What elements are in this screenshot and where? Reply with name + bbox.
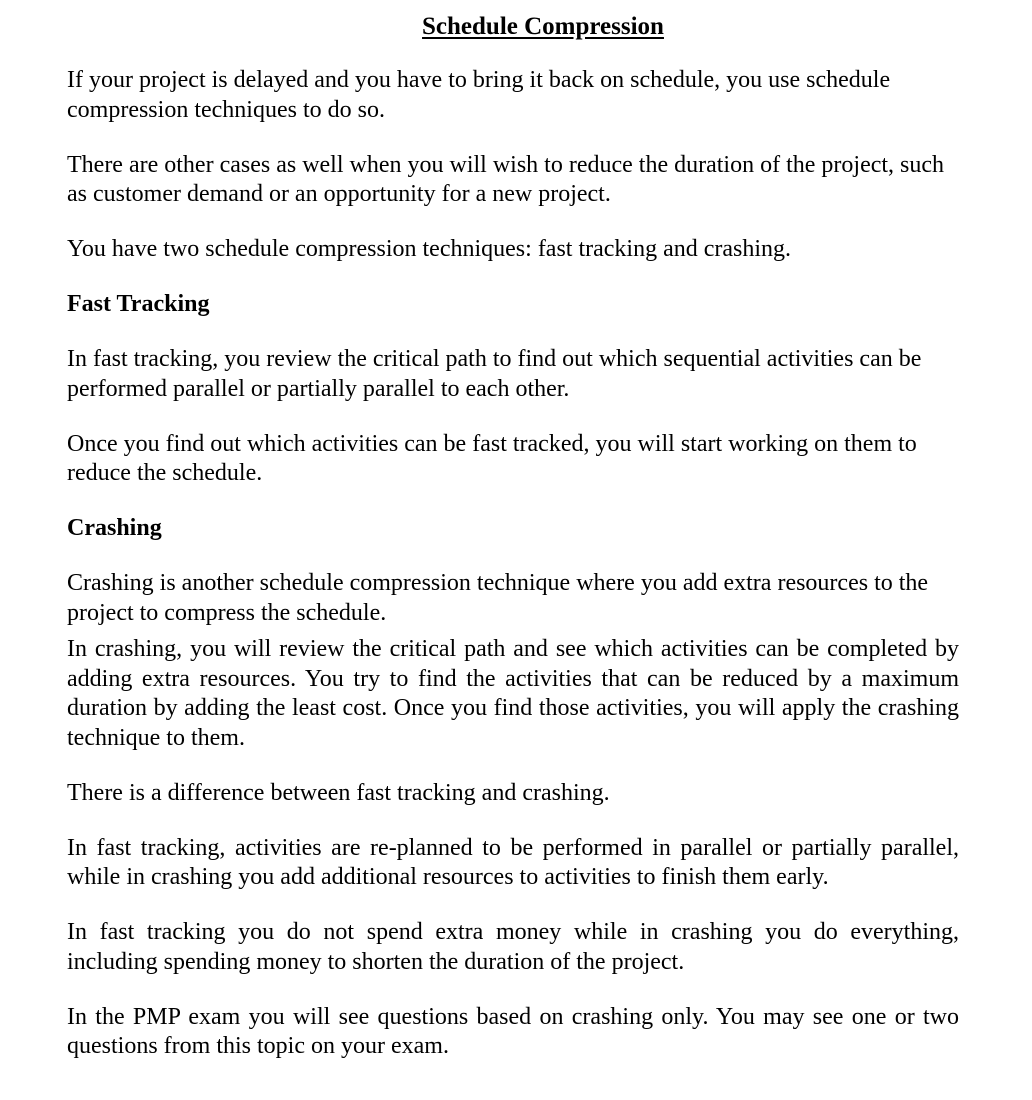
fast-tracking-paragraph-1: In fast tracking, you review the critical path to find out which sequential activities can be performed parallel or partially parallel to each other. <box>67 346 922 402</box>
crashing-paragraph-2: In crashing, you will review the critical path and see which activities can be completed by adding extra resources. You try to find the activities that can be reduced by a maximum duration by adding the least cost. Once you find those activities, you will apply the crashing technique to them. <box>67 636 959 751</box>
crashing-paragraph-4: In fast tracking, activities are re-planned to be performed in parallel or partially parallel, while in crashing you add additional resources to activities to finish them early. <box>67 834 959 890</box>
crashing-paragraph-3: There is a difference between fast tracking and crashing. <box>67 779 610 806</box>
document-page <box>67 12 959 1087</box>
intro-paragraph-1: If your project is delayed and you have to bring it back on schedule, you use schedule compression techniques to do so. <box>67 67 891 123</box>
fast-tracking-paragraph-2: Once you find out which activities can be fast tracked, you will start working on them to reduce the schedule. <box>67 430 917 486</box>
crashing-paragraph-6: In the PMP exam you will see questions based on crashing only. You may see one or two questions from this topic on your exam. <box>67 1003 959 1059</box>
section-heading-crashing: Crashing <box>67 515 162 541</box>
intro-paragraph-3: You have two schedule compression techniques: fast tracking and crashing. <box>67 236 792 262</box>
document-title: Schedule Compression <box>422 13 664 40</box>
crashing-paragraph-1: Crashing is another schedule compression technique where you add extra resources to the project to compress the schedule. <box>67 570 929 626</box>
intro-paragraph-2: There are other cases as well when you will wish to reduce the duration of the project, such as customer demand or an opportunity for a new project. <box>67 151 945 207</box>
crashing-paragraph-5: In fast tracking you do not spend extra money while in crashing you do everything, including spending money to shorten the duration of the project. <box>67 919 959 975</box>
section-heading-fast-tracking: Fast Tracking <box>67 291 210 317</box>
